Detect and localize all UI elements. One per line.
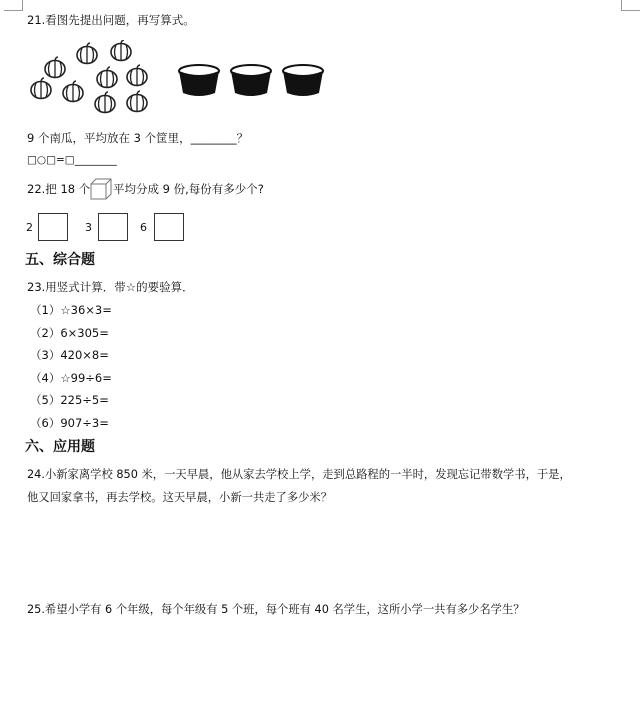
q22-answer-box-1[interactable] xyxy=(38,213,68,241)
q23-title: 23.用竖式计算．带☆的要验算． xyxy=(27,280,194,294)
basket-icon xyxy=(283,65,323,96)
pumpkin-icon xyxy=(127,65,147,86)
basket-icon xyxy=(179,65,219,96)
pumpkin-icon xyxy=(95,92,115,113)
page-corner-mark-left xyxy=(4,0,23,11)
q22-choice-3: 6 xyxy=(140,221,147,234)
page-corner-mark-right xyxy=(621,0,640,11)
q23-item-1: （1）☆36×3= xyxy=(30,303,112,317)
q23-item-4: （4）☆99÷6= xyxy=(30,371,112,385)
pumpkin-icon xyxy=(77,43,97,64)
q23-item-6: （6）907÷3= xyxy=(30,416,109,430)
pumpkin-icon xyxy=(45,57,65,78)
q24-line2: 他又回家拿书，再去学校。这天早晨，小新一共走了多少米？ xyxy=(27,491,333,504)
q22-prefix: 22.把 18 个 xyxy=(27,182,91,196)
section5-title: 五、综合题 xyxy=(25,252,95,268)
q23-item-3: （3）420×8= xyxy=(30,348,109,362)
pumpkin-icon xyxy=(127,91,147,112)
q22-answer-box-3[interactable] xyxy=(154,213,184,241)
basket-icon xyxy=(231,65,271,96)
q24-line1: 24.小新家离学校 850 米，一天早晨，他从家去学校上学，走到总路程的一半时，发现忘记带数学书，于是， xyxy=(27,468,571,481)
q21-question: 9 个南瓜，平均放在 3 个筐里，________？ xyxy=(27,131,249,145)
q22-choice-1: 2 xyxy=(26,221,33,234)
basket-group xyxy=(178,64,328,100)
q21-formula: □○□=□________ xyxy=(27,154,117,166)
q22-choice-2: 3 xyxy=(85,221,92,234)
cube-icon xyxy=(90,178,112,200)
q23-item-2: （2）6×305= xyxy=(30,326,109,340)
pumpkin-icon xyxy=(111,40,131,61)
q25-text: 25.希望小学有 6 个年级，每个年级有 5 个班，每个班有 40 名学生，这所小学一共有多少名学生？ xyxy=(27,603,525,616)
q22-suffix: 平均分成 9 份,每份有多少个? xyxy=(113,182,264,196)
pumpkin-group xyxy=(30,40,160,120)
pumpkin-icon xyxy=(97,67,117,88)
q22-answer-box-2[interactable] xyxy=(98,213,128,241)
pumpkin-icon xyxy=(63,81,83,102)
q23-item-5: （5）225÷5= xyxy=(30,393,109,407)
q21-title: 21.看图先提出问题，再写算式。 xyxy=(27,13,195,27)
section6-title: 六、应用题 xyxy=(25,439,95,455)
pumpkin-icon xyxy=(31,78,51,99)
